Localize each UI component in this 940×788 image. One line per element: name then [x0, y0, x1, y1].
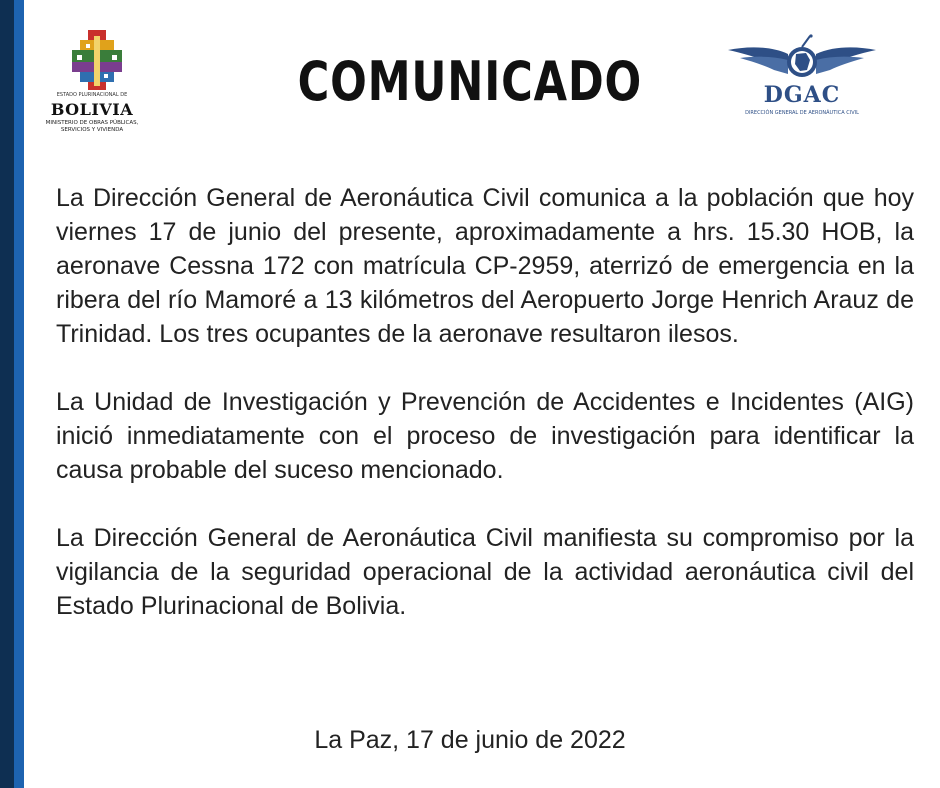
- paragraph-commitment: La Dirección General de Aeronáutica Civil manifiesta su compromiso por la vigilancia de la seguridad operacional de la actividad aeronáutica civil del Estado Plurinacional de Bolivia.: [56, 524, 914, 620]
- dgac-logo: [726, 34, 878, 124]
- dgac-full-name: DIRECCIÓN GENERAL DE AERONÁUTICA CIVIL: [745, 110, 859, 116]
- country-name: BOLIVIA: [50, 100, 134, 119]
- winged-emblem-icon: [726, 34, 878, 82]
- date-line: La Paz, 17 de junio de 2022: [314, 726, 626, 754]
- state-label: ESTADO PLURINACIONAL DE: [56, 92, 128, 98]
- page-title: COMUNICADO: [297, 50, 643, 113]
- dgac-acronym: DGAC: [763, 82, 841, 108]
- side-bar-accent: [14, 0, 24, 788]
- paragraph-investigation: La Unidad de Investigación y Prevención de Accidentes e Incidentes (AIG) inició inmediatamente con el proceso de investigación para identificar la causa probable del suceso mencionado.: [56, 388, 914, 484]
- ministry-name: MINISTERIO DE OBRAS PÚBLICAS, SERVICIOS Y VIVIENDA: [45, 120, 139, 133]
- paragraph-incident: La Dirección General de Aeronáutica Civil comunica a la población que hoy viernes 17 de junio del presente, aproximadamente a hrs. 15.30 HOB, la aeronave Cessna 172 con matrícula CP-2959, aterrizó de emergencia en la ribera del río Mamoré a 13 kilómetros del Aeropuerto Jorge Henrich Arauz de Trinidad. Los tres ocupantes de la aeronave resultaron ilesos.: [56, 184, 914, 348]
- communique-body: [56, 181, 914, 657]
